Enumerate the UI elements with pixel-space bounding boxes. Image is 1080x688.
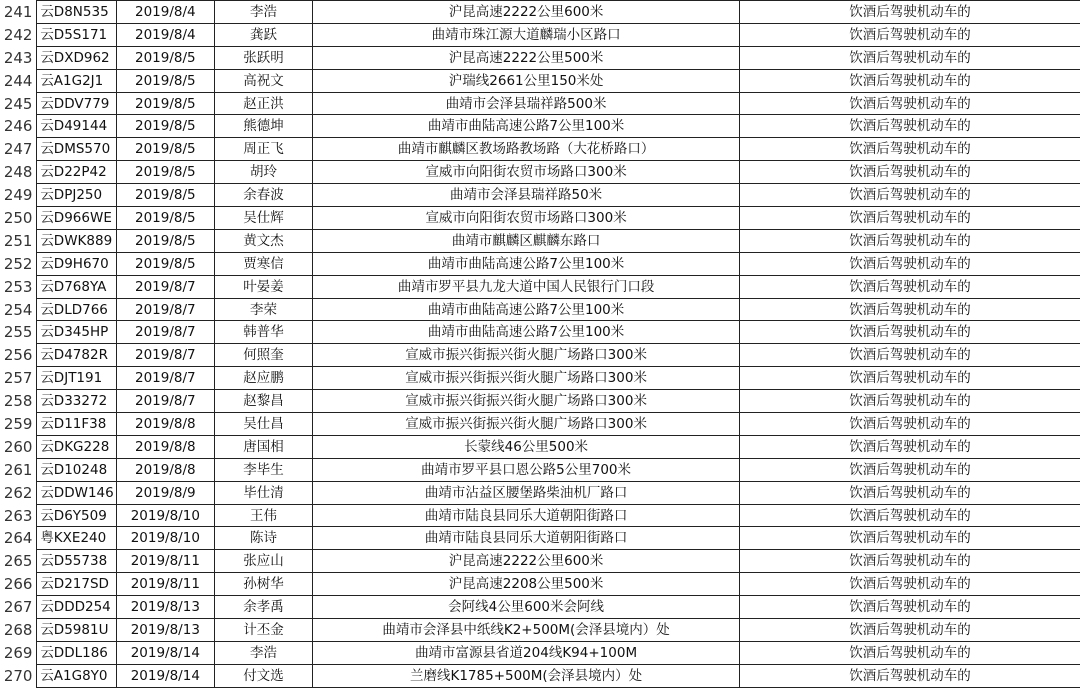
- violation-cell[interactable]: 饮酒后驾驶机动车的: [739, 23, 1080, 46]
- date-cell[interactable]: 2019/8/8: [116, 413, 214, 436]
- table-row: [0, 435, 1080, 458]
- row-number[interactable]: 261: [0, 458, 37, 481]
- date-cell[interactable]: 2019/8/11: [116, 573, 214, 596]
- location-cell[interactable]: 沪昆高速2222公里600米: [313, 550, 740, 573]
- location-cell[interactable]: 沪瑞线2661公里150米处: [313, 69, 740, 92]
- violation-cell[interactable]: 饮酒后驾驶机动车的: [739, 138, 1080, 161]
- row-number[interactable]: 242: [0, 23, 37, 46]
- plate-cell[interactable]: 云D217SD: [37, 573, 117, 596]
- table-row: [0, 458, 1080, 481]
- name-cell[interactable]: 李荣: [214, 298, 312, 321]
- table-row: [0, 619, 1080, 642]
- table-row: [0, 69, 1080, 92]
- table-row: [0, 641, 1080, 664]
- table-row: [0, 138, 1080, 161]
- date-cell[interactable]: 2019/8/4: [116, 23, 214, 46]
- table-row: [0, 367, 1080, 390]
- row-number[interactable]: 267: [0, 596, 37, 619]
- plate-cell[interactable]: 云D5S171: [37, 23, 117, 46]
- name-cell[interactable]: 叶晏姜: [214, 275, 312, 298]
- name-cell[interactable]: 黄文杰: [214, 229, 312, 252]
- date-cell[interactable]: 2019/8/7: [116, 344, 214, 367]
- violation-cell[interactable]: 饮酒后驾驶机动车的: [739, 573, 1080, 596]
- date-cell[interactable]: 2019/8/7: [116, 367, 214, 390]
- name-cell[interactable]: 付文选: [214, 664, 312, 687]
- violation-cell[interactable]: 饮酒后驾驶机动车的: [739, 458, 1080, 481]
- location-cell[interactable]: 曲靖市珠江源大道麟瑞小区路口: [313, 23, 740, 46]
- table-row: [0, 596, 1080, 619]
- plate-cell[interactable]: 云D10248: [37, 458, 117, 481]
- location-cell[interactable]: 会阿线4公里600米会阿线: [313, 596, 740, 619]
- table-row: [0, 252, 1080, 275]
- row-number[interactable]: 269: [0, 641, 37, 664]
- table-row: [0, 413, 1080, 436]
- row-number[interactable]: 247: [0, 138, 37, 161]
- location-cell[interactable]: 曲靖市会泽县瑞祥路500米: [313, 92, 740, 115]
- name-cell[interactable]: 陈诗: [214, 527, 312, 550]
- location-cell[interactable]: 曲靖市罗平县口恩公路5公里700米: [313, 458, 740, 481]
- location-cell[interactable]: 曲靖市会泽县瑞祥路50米: [313, 184, 740, 207]
- row-number[interactable]: 241: [0, 1, 37, 24]
- plate-cell[interactable]: 云D11F38: [37, 413, 117, 436]
- row-number[interactable]: 243: [0, 46, 37, 69]
- table-row: [0, 298, 1080, 321]
- plate-cell[interactable]: 云DMS570: [37, 138, 117, 161]
- location-cell[interactable]: 曲靖市曲陆高速公路7公里100米: [313, 115, 740, 138]
- violation-cell[interactable]: 饮酒后驾驶机动车的: [739, 115, 1080, 138]
- name-cell[interactable]: 胡玲: [214, 161, 312, 184]
- date-cell[interactable]: 2019/8/10: [116, 504, 214, 527]
- violation-cell[interactable]: 饮酒后驾驶机动车的: [739, 207, 1080, 230]
- violation-cell[interactable]: 饮酒后驾驶机动车的: [739, 184, 1080, 207]
- plate-cell[interactable]: 云D8N535: [37, 1, 117, 24]
- row-number[interactable]: 265: [0, 550, 37, 573]
- location-cell[interactable]: 兰磨线K1785+500M(会泽县境内）处: [313, 664, 740, 687]
- plate-cell[interactable]: 云D33272: [37, 390, 117, 413]
- location-cell[interactable]: 宣威市振兴街振兴街火腿广场路口300米: [313, 344, 740, 367]
- location-cell[interactable]: 宣威市振兴街振兴街火腿广场路口300米: [313, 390, 740, 413]
- plate-cell[interactable]: 云D5981U: [37, 619, 117, 642]
- plate-cell[interactable]: 云A1G2J1: [37, 69, 117, 92]
- location-cell[interactable]: 宣威市向阳街农贸市场路口300米: [313, 161, 740, 184]
- date-cell[interactable]: 2019/8/7: [116, 298, 214, 321]
- name-cell[interactable]: 余孝禹: [214, 596, 312, 619]
- name-cell[interactable]: 唐国相: [214, 435, 312, 458]
- row-number[interactable]: 266: [0, 573, 37, 596]
- location-cell[interactable]: 曲靖市富源县省道204线K94+100M: [313, 641, 740, 664]
- table-row: [0, 344, 1080, 367]
- location-cell[interactable]: 曲靖市曲陆高速公路7公里100米: [313, 252, 740, 275]
- row-number[interactable]: 252: [0, 252, 37, 275]
- row-number[interactable]: 246: [0, 115, 37, 138]
- violation-cell[interactable]: 饮酒后驾驶机动车的: [739, 664, 1080, 687]
- location-cell[interactable]: 曲靖市会泽县中纸线K2+500M(会泽县境内）处: [313, 619, 740, 642]
- row-number[interactable]: 264: [0, 527, 37, 550]
- table-row: [0, 229, 1080, 252]
- row-number[interactable]: 253: [0, 275, 37, 298]
- plate-cell[interactable]: 云D49144: [37, 115, 117, 138]
- row-number[interactable]: 250: [0, 207, 37, 230]
- violation-cell[interactable]: 饮酒后驾驶机动车的: [739, 641, 1080, 664]
- location-cell[interactable]: 曲靖市陆良县同乐大道朝阳街路口: [313, 504, 740, 527]
- violation-cell[interactable]: 饮酒后驾驶机动车的: [739, 435, 1080, 458]
- date-cell[interactable]: 2019/8/4: [116, 1, 214, 24]
- violation-cell[interactable]: 饮酒后驾驶机动车的: [739, 504, 1080, 527]
- name-cell[interactable]: 吴仕辉: [214, 207, 312, 230]
- date-cell[interactable]: 2019/8/5: [116, 229, 214, 252]
- date-cell[interactable]: 2019/8/7: [116, 321, 214, 344]
- violation-cell[interactable]: 饮酒后驾驶机动车的: [739, 527, 1080, 550]
- row-number[interactable]: 251: [0, 229, 37, 252]
- table-row: [0, 275, 1080, 298]
- plate-cell[interactable]: 云D6Y509: [37, 504, 117, 527]
- row-number[interactable]: 248: [0, 161, 37, 184]
- violation-cell[interactable]: 饮酒后驾驶机动车的: [739, 161, 1080, 184]
- location-cell[interactable]: 宣威市振兴街振兴街火腿广场路口300米: [313, 367, 740, 390]
- table-row: [0, 390, 1080, 413]
- plate-cell[interactable]: 云DJT191: [37, 367, 117, 390]
- date-cell[interactable]: 2019/8/5: [116, 92, 214, 115]
- plate-cell[interactable]: 云DDL186: [37, 641, 117, 664]
- location-cell[interactable]: 曲靖市陆良县同乐大道朝阳街路口: [313, 527, 740, 550]
- name-cell[interactable]: 张应山: [214, 550, 312, 573]
- name-cell[interactable]: 余春波: [214, 184, 312, 207]
- plate-cell[interactable]: 云D966WE: [37, 207, 117, 230]
- location-cell[interactable]: 宣威市振兴街振兴街火腿广场路口300米: [313, 413, 740, 436]
- row-number[interactable]: 260: [0, 435, 37, 458]
- violation-cell[interactable]: 饮酒后驾驶机动车的: [739, 69, 1080, 92]
- row-number[interactable]: 268: [0, 619, 37, 642]
- table-row: [0, 23, 1080, 46]
- row-number[interactable]: 256: [0, 344, 37, 367]
- plate-cell[interactable]: 云DLD766: [37, 298, 117, 321]
- row-number[interactable]: 259: [0, 413, 37, 436]
- plate-cell[interactable]: 云DDD254: [37, 596, 117, 619]
- date-cell[interactable]: 2019/8/5: [116, 207, 214, 230]
- name-cell[interactable]: 高祝文: [214, 69, 312, 92]
- location-cell[interactable]: 曲靖市麒麟区麒麟东路口: [313, 229, 740, 252]
- date-cell[interactable]: 2019/8/5: [116, 184, 214, 207]
- plate-cell[interactable]: 云D55738: [37, 550, 117, 573]
- location-cell[interactable]: 曲靖市曲陆高速公路7公里100米: [313, 298, 740, 321]
- violation-cell[interactable]: 饮酒后驾驶机动车的: [739, 252, 1080, 275]
- name-cell[interactable]: 赵黎昌: [214, 390, 312, 413]
- location-cell[interactable]: 曲靖市麒麟区教场路教场路（大花桥路口）: [313, 138, 740, 161]
- row-number[interactable]: 244: [0, 69, 37, 92]
- plate-cell[interactable]: 云DXD962: [37, 46, 117, 69]
- location-cell[interactable]: 长蒙线46公里500米: [313, 435, 740, 458]
- table-row: [0, 664, 1080, 687]
- table-row: [0, 115, 1080, 138]
- date-cell[interactable]: 2019/8/7: [116, 390, 214, 413]
- table-row: [0, 504, 1080, 527]
- date-cell[interactable]: 2019/8/13: [116, 596, 214, 619]
- table-row: [0, 207, 1080, 230]
- name-cell[interactable]: 熊德坤: [214, 115, 312, 138]
- table-row: [0, 1, 1080, 24]
- location-cell[interactable]: 曲靖市沾益区腰堡路柴油机厂路口: [313, 481, 740, 504]
- violation-cell[interactable]: 饮酒后驾驶机动车的: [739, 92, 1080, 115]
- violation-cell[interactable]: 饮酒后驾驶机动车的: [739, 321, 1080, 344]
- date-cell[interactable]: 2019/8/5: [116, 115, 214, 138]
- violation-cell[interactable]: 饮酒后驾驶机动车的: [739, 344, 1080, 367]
- name-cell[interactable]: 何照奎: [214, 344, 312, 367]
- name-cell[interactable]: 韩普华: [214, 321, 312, 344]
- location-cell[interactable]: 沪昆高速2222公里600米: [313, 1, 740, 24]
- table-row: [0, 550, 1080, 573]
- table-row: [0, 92, 1080, 115]
- plate-cell[interactable]: 云DPJ250: [37, 184, 117, 207]
- violation-cell[interactable]: 饮酒后驾驶机动车的: [739, 46, 1080, 69]
- plate-cell[interactable]: 云DDV779: [37, 92, 117, 115]
- row-number[interactable]: 255: [0, 321, 37, 344]
- name-cell[interactable]: 贾寒信: [214, 252, 312, 275]
- location-cell[interactable]: 曲靖市罗平县九龙大道中国人民银行门口段: [313, 275, 740, 298]
- name-cell[interactable]: 李浩: [214, 641, 312, 664]
- date-cell[interactable]: 2019/8/11: [116, 550, 214, 573]
- row-number[interactable]: 249: [0, 184, 37, 207]
- plate-cell[interactable]: 云DDW146: [37, 481, 117, 504]
- violation-cell[interactable]: 饮酒后驾驶机动车的: [739, 298, 1080, 321]
- plate-cell[interactable]: 云DWK889: [37, 229, 117, 252]
- date-cell[interactable]: 2019/8/7: [116, 275, 214, 298]
- row-number[interactable]: 263: [0, 504, 37, 527]
- table-row: [0, 184, 1080, 207]
- date-cell[interactable]: 2019/8/5: [116, 161, 214, 184]
- date-cell[interactable]: 2019/8/14: [116, 641, 214, 664]
- date-cell[interactable]: 2019/8/8: [116, 435, 214, 458]
- date-cell[interactable]: 2019/8/8: [116, 458, 214, 481]
- name-cell[interactable]: 孙树华: [214, 573, 312, 596]
- table-row: [0, 321, 1080, 344]
- name-cell[interactable]: 赵正洪: [214, 92, 312, 115]
- plate-cell[interactable]: 云D345HP: [37, 321, 117, 344]
- name-cell[interactable]: 计丕金: [214, 619, 312, 642]
- violation-cell[interactable]: 饮酒后驾驶机动车的: [739, 619, 1080, 642]
- plate-cell[interactable]: 云D4782R: [37, 344, 117, 367]
- plate-cell[interactable]: 云D22P42: [37, 161, 117, 184]
- date-cell[interactable]: 2019/8/9: [116, 481, 214, 504]
- violation-cell[interactable]: 饮酒后驾驶机动车的: [739, 413, 1080, 436]
- location-cell[interactable]: 宣威市向阳街农贸市场路口300米: [313, 207, 740, 230]
- name-cell[interactable]: 李毕生: [214, 458, 312, 481]
- name-cell[interactable]: 周正飞: [214, 138, 312, 161]
- name-cell[interactable]: 赵应鹏: [214, 367, 312, 390]
- violation-cell[interactable]: 饮酒后驾驶机动车的: [739, 596, 1080, 619]
- table-row: [0, 527, 1080, 550]
- date-cell[interactable]: 2019/8/13: [116, 619, 214, 642]
- violation-cell[interactable]: 饮酒后驾驶机动车的: [739, 1, 1080, 24]
- location-cell[interactable]: 沪昆高速2208公里500米: [313, 573, 740, 596]
- location-cell[interactable]: 沪昆高速2222公里500米: [313, 46, 740, 69]
- row-number[interactable]: 270: [0, 664, 37, 687]
- row-number[interactable]: 258: [0, 390, 37, 413]
- row-number[interactable]: 262: [0, 481, 37, 504]
- date-cell[interactable]: 2019/8/5: [116, 46, 214, 69]
- violation-cell[interactable]: 饮酒后驾驶机动车的: [739, 367, 1080, 390]
- table-row: [0, 573, 1080, 596]
- date-cell[interactable]: 2019/8/5: [116, 252, 214, 275]
- table-row: [0, 161, 1080, 184]
- plate-cell[interactable]: 云D768YA: [37, 275, 117, 298]
- row-number[interactable]: 254: [0, 298, 37, 321]
- table-row: [0, 481, 1080, 504]
- name-cell[interactable]: 龚跃: [214, 23, 312, 46]
- plate-cell[interactable]: 云D9H670: [37, 252, 117, 275]
- violation-cell[interactable]: 饮酒后驾驶机动车的: [739, 229, 1080, 252]
- name-cell[interactable]: 王伟: [214, 504, 312, 527]
- name-cell[interactable]: 吴仕昌: [214, 413, 312, 436]
- plate-cell[interactable]: 粤KXE240: [37, 527, 117, 550]
- violation-cell[interactable]: 饮酒后驾驶机动车的: [739, 481, 1080, 504]
- date-cell[interactable]: 2019/8/14: [116, 664, 214, 687]
- violation-cell[interactable]: 饮酒后驾驶机动车的: [739, 550, 1080, 573]
- plate-cell[interactable]: 云A1G8Y0: [37, 664, 117, 687]
- row-number[interactable]: 245: [0, 92, 37, 115]
- name-cell[interactable]: 张跃明: [214, 46, 312, 69]
- table-row: [0, 46, 1080, 69]
- location-cell[interactable]: 曲靖市曲陆高速公路7公里100米: [313, 321, 740, 344]
- row-number[interactable]: 257: [0, 367, 37, 390]
- violation-cell[interactable]: 饮酒后驾驶机动车的: [739, 390, 1080, 413]
- plate-cell[interactable]: 云DKG228: [37, 435, 117, 458]
- date-cell[interactable]: 2019/8/10: [116, 527, 214, 550]
- date-cell[interactable]: 2019/8/5: [116, 69, 214, 92]
- name-cell[interactable]: 毕仕清: [214, 481, 312, 504]
- violation-cell[interactable]: 饮酒后驾驶机动车的: [739, 275, 1080, 298]
- date-cell[interactable]: 2019/8/5: [116, 138, 214, 161]
- name-cell[interactable]: 李浩: [214, 1, 312, 24]
